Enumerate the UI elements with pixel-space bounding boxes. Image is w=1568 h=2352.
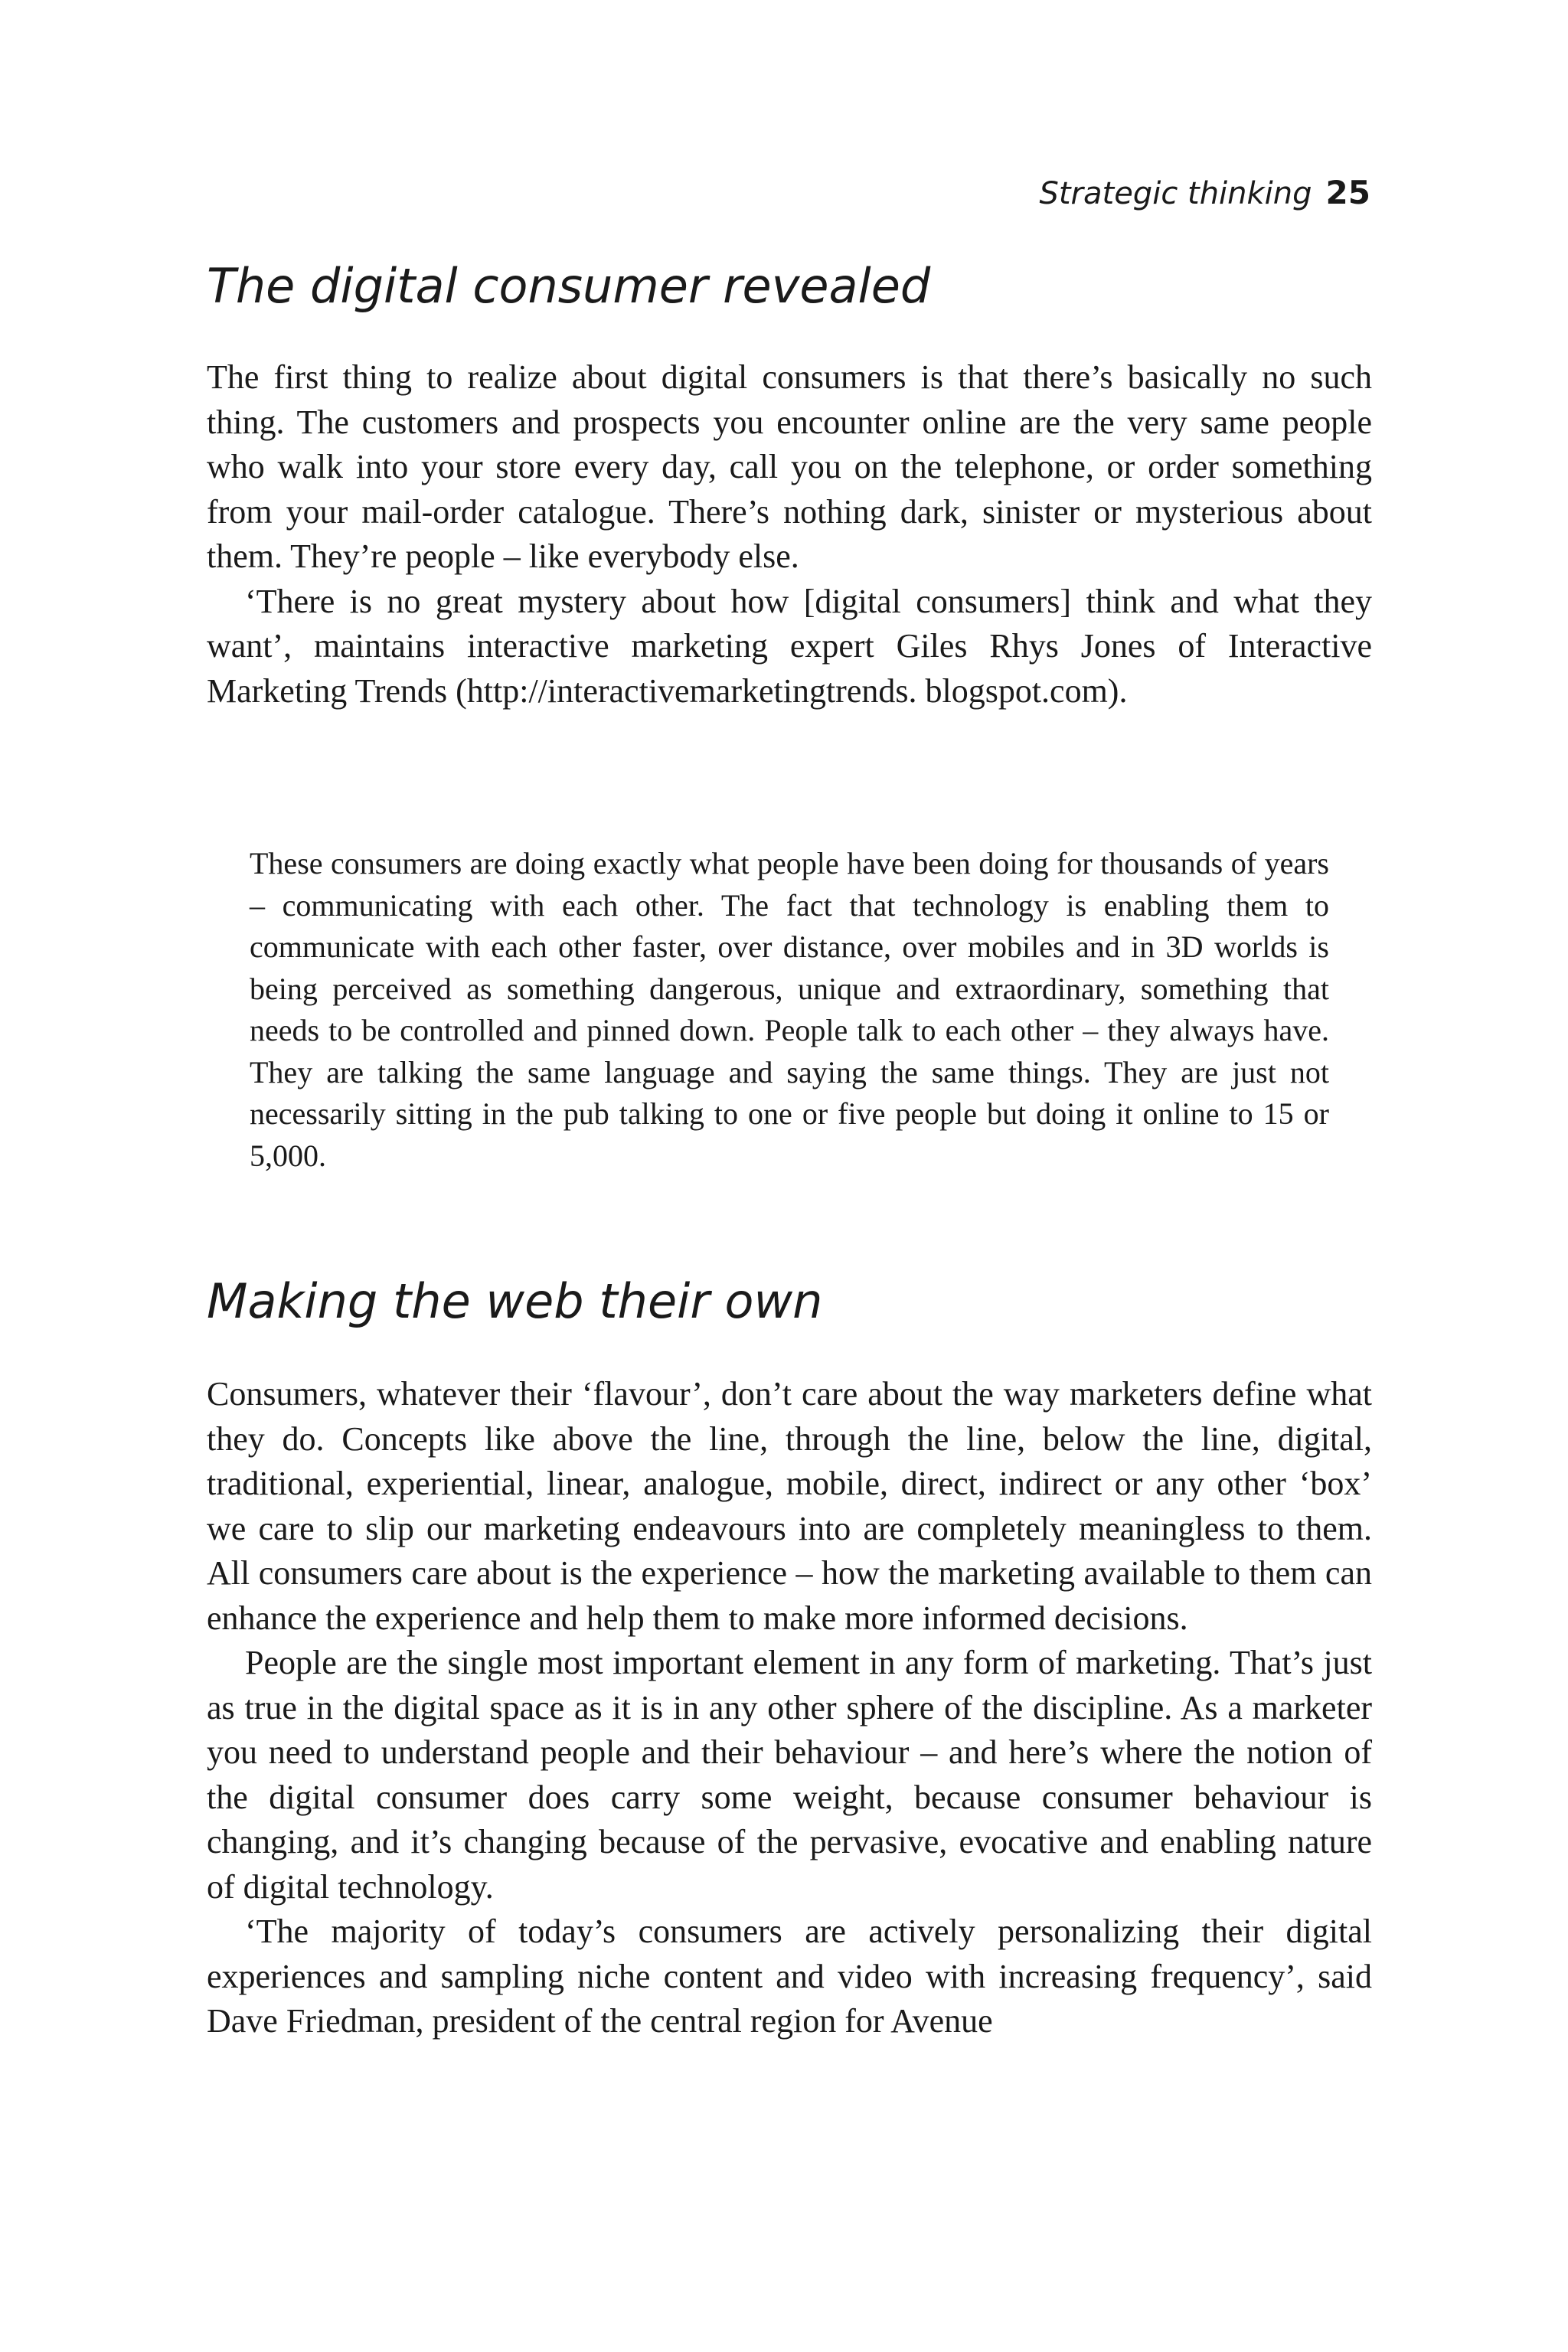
paragraph: People are the single most important element in any form of marketing. That’s just as true in the digital space as it is in any other sphere of the discipline. As a marketer you need to understand people and their behaviour – and here’s where the notion of the digital consumer does carry some weight, because consumer behaviour is changing, and it’s changing because of the pervasive, evocative and enabling nature of digital technology. (207, 1644, 1372, 1906)
page-number: 25 (1325, 174, 1370, 211)
block-quote: These consumers are doing exactly what people have been doing for thousands of years – communicating with each other. The fact that technology is enabling them to communicate with each other faster, over distance, over mobiles and in 3D worlds is being perceived as something dangerous, unique and extraordinary, something that needs to be controlled and pinned down. People talk to each other – they always have. They are talking the same language and saying the same things. They are just not necessarily sitting in the pub talking to one or five people but doing it online to 15 or 5,000. (250, 846, 1329, 1173)
running-header-title: Strategic thinking (1039, 176, 1312, 211)
section-heading-digital-consumer: The digital consumer revealed (207, 258, 931, 314)
paragraph: Consumers, whatever their ‘flavour’, don’t care about the way marketers define what they do. Concepts like above the line, through the line, below the line, digital, traditional, experiential, linear, analogue, mobile, direct, indirect or any other ‘box’ we care to slip our marketing endeavours into are completely meaningless to them. All consumers care about is the experience – how the marketing available to them can enhance the experience and help them to make more informed decisions. (207, 1375, 1372, 1637)
paragraph: The first thing to realize about digital consumers is that there’s basically no such thing. The customers and prospects you encounter online are the very same people who walk into your store every day, call you on the telephone, or order something from your mail-order catalogue. There’s nothing dark, sinister or mysterious about them. They’re people – like everybody else. (207, 358, 1372, 575)
section-heading-making-web-own: Making the web their own (207, 1273, 823, 1329)
running-header (1039, 170, 1370, 217)
paragraph: ‘There is no great mystery about how [digital consumers] think and what they want’, maintains interactive marketing expert Giles Rhys Jones of Interactive Marketing Trends (http://interactivemarketingtrends. blogspot.com). (207, 582, 1372, 710)
section2-body (207, 1372, 1372, 2044)
section1-body (207, 355, 1372, 714)
paragraph: ‘The majority of today’s consumers are actively personalizing their digital experiences and sampling niche content and video with increasing frequency’, said Dave Friedman, president of the central region for Avenue (207, 1913, 1372, 2040)
